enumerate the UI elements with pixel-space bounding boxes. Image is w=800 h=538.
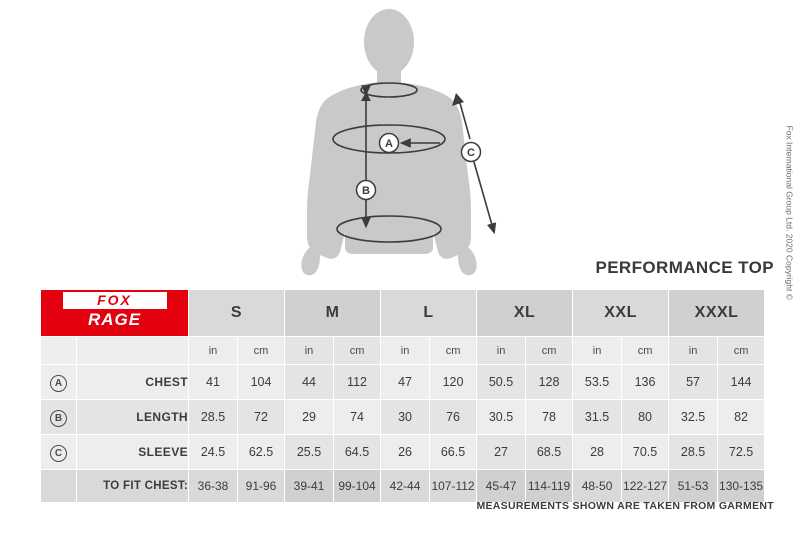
fit-row-marker-spacer: [41, 470, 77, 503]
length-xl-in: 30.5: [477, 400, 526, 435]
row-marker-b: [41, 400, 77, 435]
chest-xxl-in: 53.5: [573, 365, 622, 400]
marker-badge-c: C: [50, 445, 67, 462]
fit-m-in: 39-41: [285, 470, 334, 503]
fit-xl-in: 45-47: [477, 470, 526, 503]
sleeve-xl-cm: 68.5: [526, 435, 573, 470]
marker-badge-a: A: [50, 375, 67, 392]
brand-logo-fox: FOX: [63, 292, 167, 309]
copyright-text: Fox International Group Ltd. 2020 Copyright ©: [784, 125, 794, 300]
marker-badge-b: B: [50, 410, 67, 427]
fit-row-label: TO FIT CHEST:: [77, 470, 189, 503]
chest-xxxl-cm: 144: [718, 365, 765, 400]
sleeve-m-cm: 64.5: [334, 435, 381, 470]
length-xxl-in: 31.5: [573, 400, 622, 435]
sleeve-s-cm: 62.5: [238, 435, 285, 470]
fit-xxxl-in: 51-53: [669, 470, 718, 503]
measurement-note: MEASUREMENTS SHOWN ARE TAKEN FROM GARMENT: [476, 500, 774, 512]
fit-xxl-cm: 122-127: [622, 470, 669, 503]
chest-m-in: 44: [285, 365, 334, 400]
table-row-chest: [41, 365, 765, 400]
length-s-in: 28.5: [189, 400, 238, 435]
page-title: PERFORMANCE TOP: [595, 258, 774, 277]
fit-m-cm: 99-104: [334, 470, 381, 503]
units-spacer-marker: [41, 337, 77, 365]
length-xxxl-in: 32.5: [669, 400, 718, 435]
table-row-to-fit-chest: [41, 470, 765, 503]
table-header-row: [41, 290, 765, 337]
fit-xxl-in: 48-50: [573, 470, 622, 503]
sleeve-m-in: 25.5: [285, 435, 334, 470]
length-s-cm: 72: [238, 400, 285, 435]
marker-c-illustration: [462, 143, 481, 162]
row-marker-a: [41, 365, 77, 400]
unit-xxxl-cm: cm: [718, 337, 765, 365]
size-header-m: M: [285, 290, 381, 337]
chest-s-in: 41: [189, 365, 238, 400]
fit-l-cm: 107-112: [430, 470, 477, 503]
chest-m-cm: 112: [334, 365, 381, 400]
length-m-in: 29: [285, 400, 334, 435]
brand-logo: [41, 290, 189, 337]
length-xl-cm: 78: [526, 400, 573, 435]
size-table-wrapper: [40, 289, 762, 503]
fit-l-in: 42-44: [381, 470, 430, 503]
brand-logo-rage: RAGE: [87, 309, 142, 329]
length-xxxl-cm: 82: [718, 400, 765, 435]
sleeve-xxl-in: 28: [573, 435, 622, 470]
length-xxl-cm: 80: [622, 400, 669, 435]
chest-xxl-cm: 136: [622, 365, 669, 400]
fit-s-in: 36-38: [189, 470, 238, 503]
chest-xxxl-in: 57: [669, 365, 718, 400]
svg-text:A: A: [385, 138, 393, 150]
unit-xxl-cm: cm: [622, 337, 669, 365]
length-l-in: 30: [381, 400, 430, 435]
size-header-s: S: [189, 290, 285, 337]
length-m-cm: 74: [334, 400, 381, 435]
sleeve-xxxl-in: 28.5: [669, 435, 718, 470]
unit-xl-cm: cm: [526, 337, 573, 365]
chest-xl-cm: 128: [526, 365, 573, 400]
chest-s-cm: 104: [238, 365, 285, 400]
row-label-length: LENGTH: [77, 400, 189, 435]
size-header-l: L: [381, 290, 477, 337]
unit-s-in: in: [189, 337, 238, 365]
table-units-row: [41, 337, 765, 365]
fit-xl-cm: 114-119: [526, 470, 573, 503]
table-row-length: [41, 400, 765, 435]
sleeve-s-in: 24.5: [189, 435, 238, 470]
row-label-chest: CHEST: [77, 365, 189, 400]
unit-xxxl-in: in: [669, 337, 718, 365]
row-marker-c: [41, 435, 77, 470]
table-row-sleeve: [41, 435, 765, 470]
chest-l-cm: 120: [430, 365, 477, 400]
unit-m-in: in: [285, 337, 334, 365]
unit-l-in: in: [381, 337, 430, 365]
marker-b-illustration: [357, 181, 376, 200]
size-header-xl: XL: [477, 290, 573, 337]
sleeve-l-in: 26: [381, 435, 430, 470]
size-header-xxl: XXL: [573, 290, 669, 337]
svg-text:B: B: [362, 185, 370, 197]
length-l-cm: 76: [430, 400, 477, 435]
sleeve-xxxl-cm: 72.5: [718, 435, 765, 470]
row-label-sleeve: SLEEVE: [77, 435, 189, 470]
unit-s-cm: cm: [238, 337, 285, 365]
chest-l-in: 47: [381, 365, 430, 400]
fit-xxxl-cm: 130-135: [718, 470, 765, 503]
chest-xl-in: 50.5: [477, 365, 526, 400]
units-spacer-label: [77, 337, 189, 365]
fit-s-cm: 91-96: [238, 470, 285, 503]
unit-l-cm: cm: [430, 337, 477, 365]
sleeve-xxl-cm: 70.5: [622, 435, 669, 470]
sleeve-l-cm: 66.5: [430, 435, 477, 470]
svg-text:C: C: [467, 147, 475, 159]
sleeve-xl-in: 27: [477, 435, 526, 470]
unit-m-cm: cm: [334, 337, 381, 365]
unit-xxl-in: in: [573, 337, 622, 365]
unit-xl-in: in: [477, 337, 526, 365]
sleeve-measure-arrow-lower: [474, 162, 494, 232]
marker-a-illustration: [380, 134, 399, 153]
size-header-xxxl: XXXL: [669, 290, 765, 337]
size-table: [40, 289, 765, 503]
